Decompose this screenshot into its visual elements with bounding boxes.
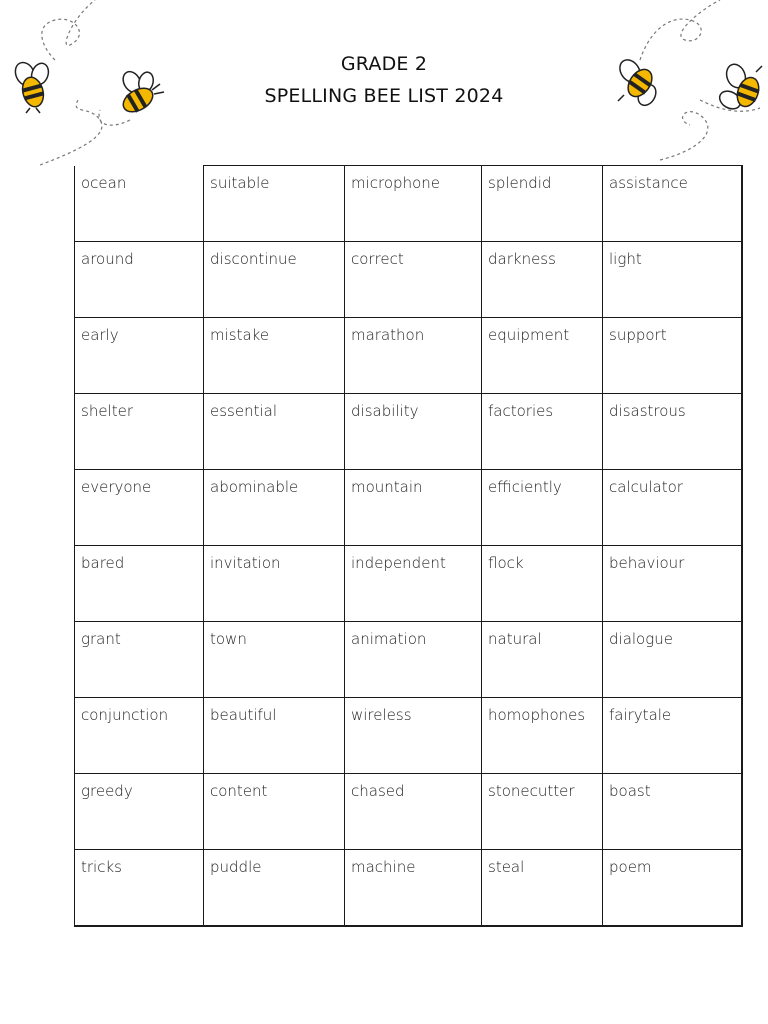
spelling-word-cell: flock [482, 546, 603, 622]
spelling-word-cell: disastrous [603, 394, 742, 470]
spelling-word-cell: greedy [75, 774, 204, 850]
spelling-word-cell: stonecutter [482, 774, 603, 850]
spelling-word-cell: homophones [482, 698, 603, 774]
spelling-word-cell: disability [345, 394, 482, 470]
table-row [75, 622, 742, 698]
spelling-word-cell: ocean [75, 166, 204, 242]
spelling-word-cell: poem [603, 850, 742, 927]
bee-icon [718, 62, 768, 116]
spelling-word-cell: grant [75, 622, 204, 698]
spelling-word-cell: town [204, 622, 345, 698]
word-table-body [75, 166, 742, 927]
spelling-word-cell: support [603, 318, 742, 394]
spelling-word-cell: content [204, 774, 345, 850]
spelling-word-cell: microphone [345, 166, 482, 242]
spelling-word-table [74, 165, 743, 927]
table-row [75, 394, 742, 470]
spelling-word-cell: equipment [482, 318, 603, 394]
spelling-word-cell: discontinue [204, 242, 345, 318]
spelling-word-cell: abominable [204, 470, 345, 546]
table-row [75, 318, 742, 394]
spelling-word-cell: essential [204, 394, 345, 470]
page-subtitle: SPELLING BEE LIST 2024 [264, 85, 504, 107]
spelling-word-cell: shelter [75, 394, 204, 470]
page-title: GRADE 2 [340, 53, 428, 75]
spelling-word-cell: conjunction [75, 698, 204, 774]
spelling-word-cell: behaviour [603, 546, 742, 622]
spelling-word-cell: wireless [345, 698, 482, 774]
spelling-word-cell: around [75, 242, 204, 318]
spelling-word-cell: early [75, 318, 204, 394]
spelling-word-cell: invitation [204, 546, 345, 622]
spelling-word-cell: marathon [345, 318, 482, 394]
spelling-word-cell: efficiently [482, 470, 603, 546]
spelling-word-cell: dialogue [603, 622, 742, 698]
page-header [0, 0, 768, 170]
table-row [75, 242, 742, 318]
spelling-word-cell: fairytale [603, 698, 742, 774]
spelling-word-cell: boast [603, 774, 742, 850]
spelling-word-cell: everyone [75, 470, 204, 546]
spelling-word-cell: mountain [345, 470, 482, 546]
spelling-word-cell: darkness [482, 242, 603, 318]
table-row [75, 698, 742, 774]
spelling-word-cell: machine [345, 850, 482, 927]
spelling-word-cell: light [603, 242, 742, 318]
table-row [75, 166, 742, 242]
spelling-word-cell: bared [75, 546, 204, 622]
spelling-word-cell: steal [482, 850, 603, 927]
table-row [75, 546, 742, 622]
bee-icon [614, 55, 664, 111]
spelling-word-cell: animation [345, 622, 482, 698]
spelling-word-cell: natural [482, 622, 603, 698]
spelling-word-cell: chased [345, 774, 482, 850]
spelling-word-cell: splendid [482, 166, 603, 242]
spelling-word-cell: mistake [204, 318, 345, 394]
spelling-word-cell: calculator [603, 470, 742, 546]
spelling-word-cell: beautiful [204, 698, 345, 774]
table-row [75, 850, 742, 927]
table-row [75, 774, 742, 850]
spelling-word-cell: suitable [204, 166, 345, 242]
spelling-word-cell: assistance [603, 166, 742, 242]
spelling-word-cell: independent [345, 546, 482, 622]
spelling-word-cell: correct [345, 242, 482, 318]
spelling-word-cell: puddle [204, 850, 345, 927]
table-row [75, 470, 742, 546]
spelling-word-cell: factories [482, 394, 603, 470]
spelling-word-cell: tricks [75, 850, 204, 927]
